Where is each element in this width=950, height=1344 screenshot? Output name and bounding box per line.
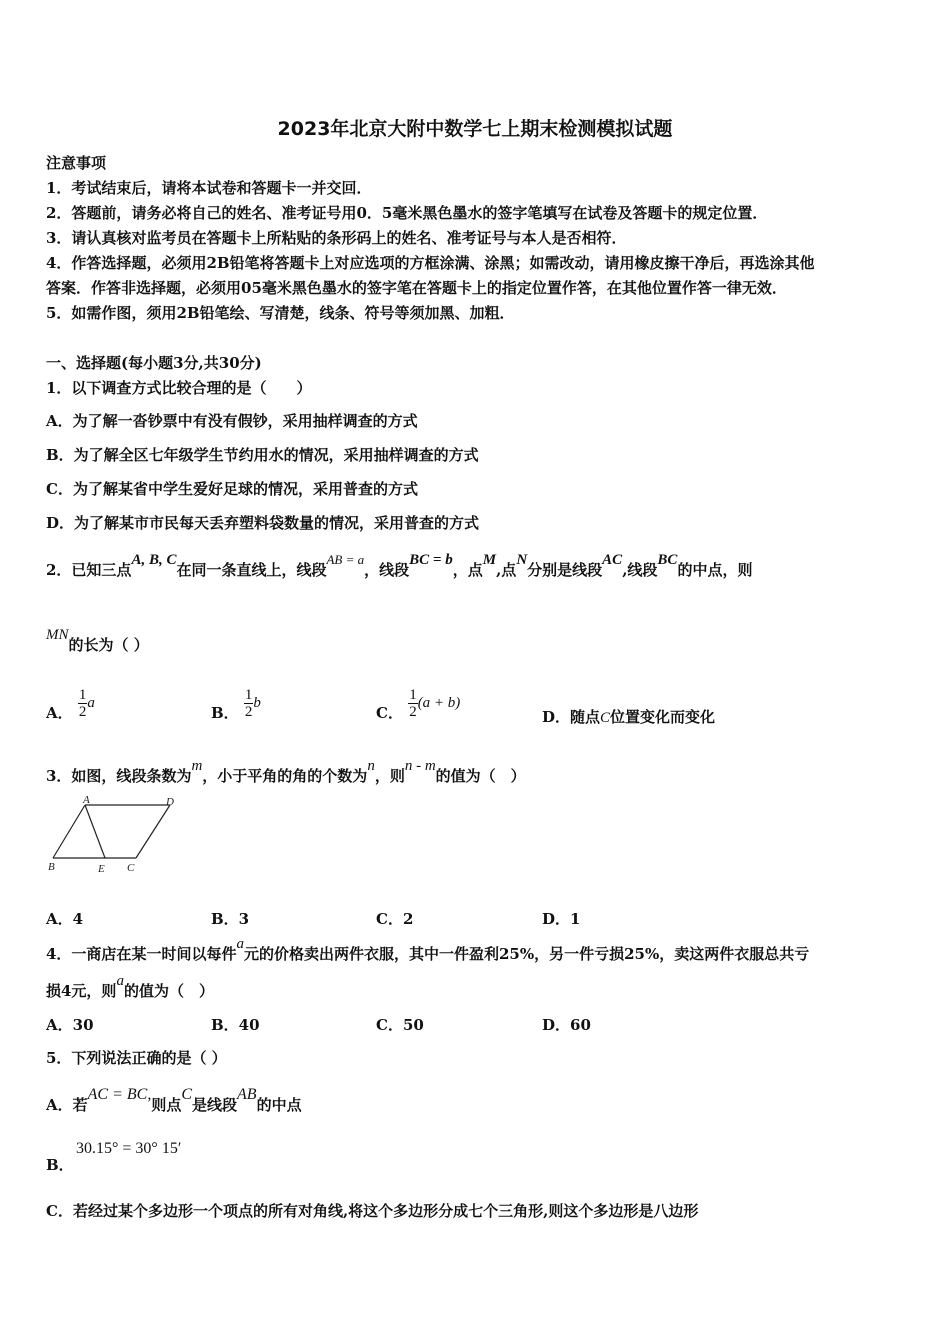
- q3-math-m: m: [191, 758, 203, 774]
- q4-option-a: A．30: [46, 1016, 94, 1034]
- q2-math-ab: AB = a: [326, 552, 365, 567]
- q2-option-b-fraction: [244, 687, 254, 720]
- q3-option-a: A．4: [46, 910, 84, 928]
- q2-option-d-post: 位置变化而变化: [610, 708, 716, 726]
- q4-option-c: C．50: [376, 1016, 424, 1034]
- q2-option-a: [46, 684, 95, 723]
- notice-item-4: 4．作答选择题，必须用2B铅笔将答题卡上对应选项的方框涂满、涂黑；如需改动，请用橡皮擦干净后，再选涂其他: [46, 254, 815, 272]
- q2-stem-cont: [46, 627, 149, 655]
- q2-option-c-num: 1: [409, 687, 417, 703]
- figure-label-d: D: [166, 796, 174, 808]
- q2-math-n: N: [516, 552, 528, 568]
- q2-option-a-num: 1: [78, 687, 87, 703]
- q2-option-b-label: B．: [211, 704, 239, 722]
- q2-option-b-var: b: [253, 695, 261, 711]
- q2-text-8: 的中点，则: [677, 561, 753, 579]
- q2-option-d-var: C: [600, 710, 611, 726]
- q2-math-bc2: BC: [657, 552, 678, 568]
- figure-label-b: B: [48, 861, 55, 873]
- notice-item-3: 3．请认真核对监考员在答题卡上所粘贴的条形码上的姓名、准考证号与本人是否相符．: [46, 229, 627, 247]
- page-title: 2023年北京大附中数学七上期末检测模拟试题: [277, 118, 673, 140]
- q2-text-6: 分别是线段: [527, 561, 603, 579]
- figure-segment-dc: [136, 805, 170, 858]
- q1-option-b: B．为了解全区七年级学生节约用水的情况，采用抽样调查的方式: [46, 446, 479, 464]
- q4-math-a2: a: [116, 973, 124, 989]
- q4-text-4: 的值为（ ）: [123, 982, 214, 1000]
- figure-segment-ab: [53, 805, 85, 858]
- q1-option-c: C．为了解某省中学生爱好足球的情况，采用普查的方式: [46, 480, 418, 498]
- q2-option-c: [376, 684, 460, 723]
- q2-text-9: 的长为（ ）: [68, 636, 149, 654]
- q5-stem: 5．下列说法正确的是（ ）: [46, 1049, 227, 1067]
- q4-option-b: B．40: [211, 1016, 260, 1034]
- q3-option-d: D．1: [542, 910, 581, 928]
- q2-option-c-den: 2: [409, 704, 417, 720]
- q3-text-3: ，则: [374, 767, 405, 785]
- q2-text-3: ，线段: [364, 561, 410, 579]
- q5-option-b-label: B．: [46, 1156, 74, 1174]
- q2-math-mn: MN: [46, 627, 69, 643]
- q2-option-a-den: 2: [78, 704, 87, 720]
- q3-option-b: B．3: [211, 910, 250, 928]
- q2-option-d-pre: D．随点: [542, 708, 601, 726]
- q2-option-a-label: A．: [46, 704, 73, 722]
- q4-text-3: 损4元，则: [46, 982, 117, 1000]
- q4-stem-cont: [46, 973, 214, 1001]
- q2-option-c-label: C．: [376, 704, 403, 722]
- q2-text-7: ,线段: [622, 561, 658, 579]
- q3-math-nm: n - m: [404, 758, 436, 774]
- figure-label-c: C: [127, 862, 135, 874]
- q4-stem: [46, 936, 810, 964]
- q4-option-d: D．60: [542, 1016, 591, 1034]
- q1-stem: 1．以下调查方式比较合理的是（ ）: [46, 379, 312, 397]
- q4-text-2: 元的价格卖出两件衣服，其中一件盈利25%，另一件亏损25%，卖这两件衣服总共亏: [243, 945, 810, 963]
- q2-text-1: 2．已知三点: [46, 561, 132, 579]
- q5-option-b-math: 30.15° = 30° 15′: [76, 1140, 182, 1157]
- q5-math-ac-bc: AC = BC,: [87, 1086, 152, 1103]
- q5-option-a-pre: A．若: [46, 1096, 88, 1114]
- q2-option-b: [211, 684, 261, 723]
- q2-text-4: ，点: [452, 561, 483, 579]
- q3-text-4: 的值为（ ）: [435, 767, 526, 785]
- q2-math-m: M: [482, 552, 497, 568]
- notice-item-4-cont: 答案．作答非选择题，必须用05毫米黑色墨水的签字笔在答题卡上的指定位置作答，在其他位置作答一律无效．: [46, 279, 787, 297]
- q5-option-a: [46, 1086, 302, 1115]
- q4-text-1: 4．一商店在某一时间以每件: [46, 945, 237, 963]
- figure-segment-ae: [85, 805, 105, 858]
- q2-math-ac: AC: [602, 552, 623, 568]
- q3-parallelogram-figure: [44, 794, 184, 878]
- q5-option-c: C．若经过某个多边形一个项点的所有对角线,将这个多边形分成七个三角形,则这个多边形是八边形: [46, 1202, 699, 1220]
- figure-label-e: E: [98, 863, 105, 875]
- q4-math-a: a: [236, 936, 244, 952]
- q2-option-c-var: (a + b): [417, 695, 461, 711]
- q2-math-bc: BC = b: [409, 552, 453, 568]
- figure-label-a: A: [83, 794, 90, 806]
- q2-option-b-num: 1: [244, 687, 253, 703]
- notice-heading: 注意事项: [46, 154, 107, 172]
- q1-option-d: D．为了解某市市民每天丢弃塑料袋数量的情况，采用普查的方式: [46, 514, 480, 532]
- q2-option-b-den: 2: [244, 704, 253, 720]
- q2-stem: [46, 552, 753, 580]
- q2-text-5: ,点: [496, 561, 517, 579]
- q5-math-c: C: [181, 1086, 193, 1103]
- q2-math-abc: A, B, C: [131, 552, 177, 568]
- q5-option-a-text-1: 则点: [151, 1096, 182, 1114]
- q5-math-ab: AB: [237, 1086, 257, 1103]
- q2-option-a-var: a: [87, 695, 95, 711]
- notice-item-5: 5．如需作图，须用2B铅笔绘、写清楚，线条、符号等须加黑、加粗．: [46, 304, 515, 322]
- section-heading: 一、选择题(每小题3分,共30分): [46, 354, 262, 372]
- q3-text-1: 3．如图，线段条数为: [46, 767, 192, 785]
- q3-math-n: n: [367, 758, 375, 774]
- q2-option-c-fraction: [408, 687, 418, 720]
- q2-text-2: 在同一条直线上，线段: [176, 561, 327, 579]
- q2-option-a-fraction: [78, 687, 88, 720]
- q3-option-c: C．2: [376, 910, 414, 928]
- q5-option-a-text-2: 是线段: [192, 1096, 238, 1114]
- q1-option-a: A．为了解一沓钞票中有没有假钞，采用抽样调查的方式: [46, 412, 418, 430]
- notice-item-2: 2．答题前，请务必将自己的姓名、准考证号用0．5毫米黑色墨水的签字笔填写在试卷及答题卡的规定位置．: [46, 204, 768, 222]
- notice-item-1: 1．考试结束后，请将本试卷和答题卡一并交回．: [46, 179, 372, 197]
- q2-option-d: [542, 706, 715, 727]
- q3-stem: [46, 758, 526, 786]
- q5-option-a-text-3: 的中点: [256, 1096, 302, 1114]
- q3-text-2: ，小于平角的角的个数为: [202, 767, 368, 785]
